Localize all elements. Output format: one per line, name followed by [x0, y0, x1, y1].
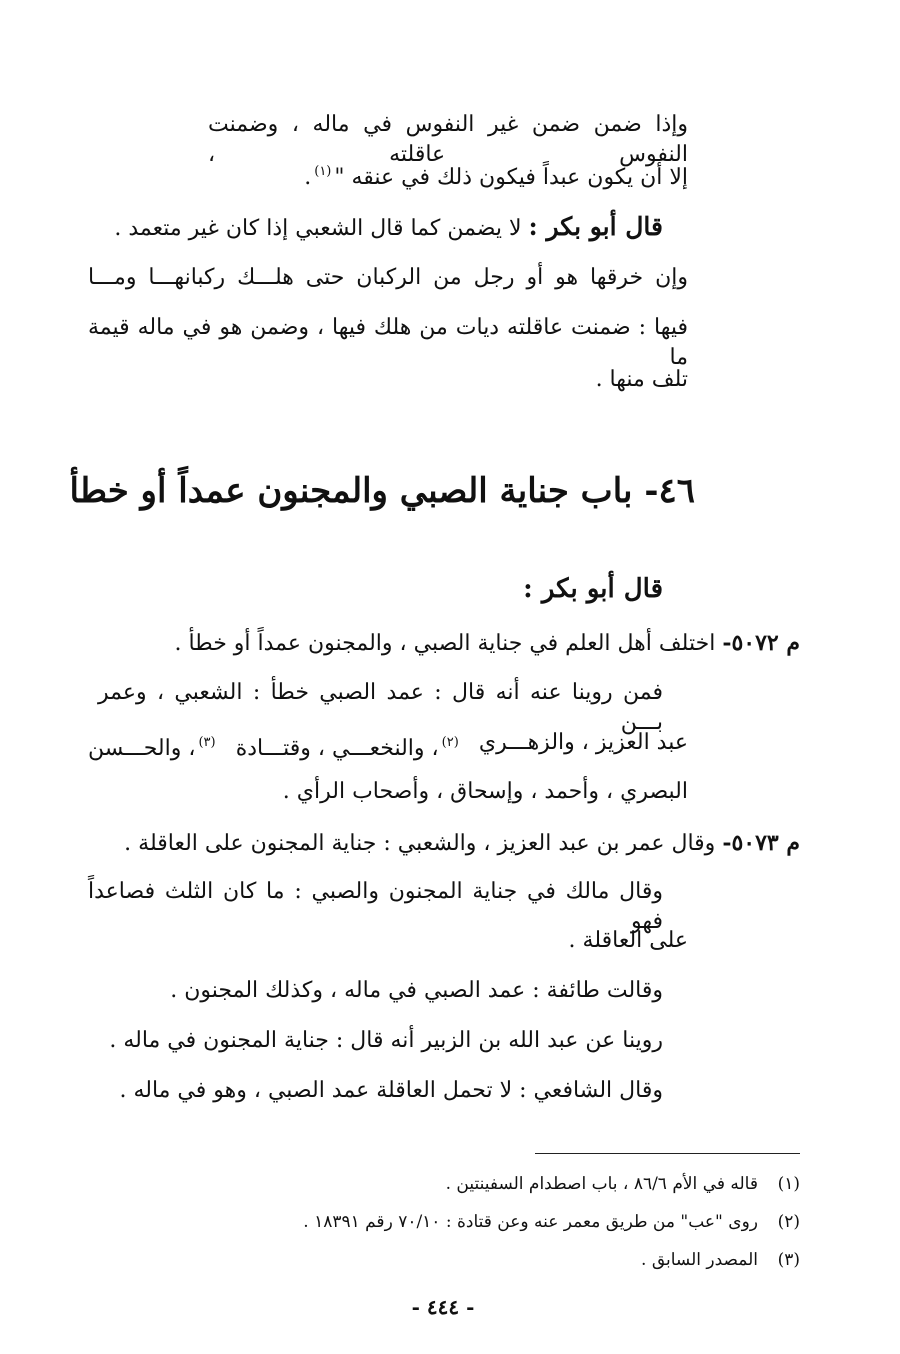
- paragraph-1-line-2-end: .: [304, 165, 312, 190]
- footnote-ref-3: (٣): [198, 735, 216, 750]
- footnote-3-text: المصدر السابق .: [641, 1250, 758, 1270]
- entry-5072-line-3: [88, 728, 688, 764]
- footnote-3-number: (٣): [777, 1250, 800, 1270]
- page-number: - ٤٤٤ -: [411, 1295, 475, 1319]
- footnote-ref-1: (١): [314, 164, 332, 179]
- entry-5073-marker: م ٥٠٧٣-: [722, 830, 800, 856]
- footnote-2-text: روى "عب" من طريق معمر عنه وعن قتادة : ٧٠/١٠ رقم ١٨٣٩١ .: [303, 1212, 758, 1232]
- paragraph-1-line-1: وإذا ضمن ضمن غير النفوس في ماله ، وضمنت النفوس عاقلته ،: [208, 112, 688, 167]
- entry-5072-line-2: فمن روينا عنه أنه قال : عمد الصبي خطأ : الشعبي ، وعمر بـــن: [98, 680, 663, 735]
- entry-5073-text: وقال عمر بن عبد العزيز ، والشعبي : جناية المجنون على العاقلة .: [124, 831, 716, 856]
- entry-5072-line-3-mid: ، والنخعـــي ، وقتـــادة: [235, 736, 439, 761]
- entry-5073-line-5: روينا عن عبد الله بن الزبير أنه قال : جناية المجنون في ماله .: [109, 1028, 663, 1053]
- chapter-title: ٤٦- باب جناية الصبي والمجنون عمداً أو خطأ: [69, 471, 695, 511]
- entry-5073-line-2: وقال مالك في جناية المجنون والصبي : ما كان الثلث فصاعداً فهو: [88, 879, 663, 934]
- footnote-2: [303, 1210, 800, 1234]
- paragraph-2-line-4: تلف منها .: [595, 367, 688, 392]
- footnote-separator: [535, 1153, 800, 1154]
- entry-5072-line-3-part-a: عبد العزيز ، والزهـــري: [478, 730, 688, 755]
- entry-5072-text: اختلف أهل العلم في جناية الصبي ، والمجنون عمداً أو خطأ .: [174, 631, 716, 656]
- paragraph-1-line-2-text: إلا أن يكون عبداً فيكون ذلك في عنقه ": [334, 165, 688, 190]
- paragraph-2-line-3: فيها : ضمنت عاقلته ديات من هلك فيها ، وضمن هو في ماله قيمة ما: [88, 315, 688, 370]
- entry-5072-line-3-part-b: [236, 728, 462, 764]
- footnote-2-number: (٢): [777, 1212, 800, 1232]
- entry-5072-line-3-end: ، والحـــسن: [88, 736, 196, 761]
- paragraph-1-line-2: [304, 157, 688, 193]
- footnote-1: [446, 1172, 800, 1196]
- entry-5072-line-3-part-c: [88, 728, 219, 764]
- entry-5072-line-4: البصري ، وأحمد ، وإسحاق ، وأصحاب الرأي .: [282, 779, 688, 804]
- section-intro-speaker: قال أبو بكر :: [523, 574, 663, 604]
- entry-5072-marker: م ٥٠٧٢-: [722, 630, 800, 656]
- entry-5073-line-4: وقالت طائفة : عمد الصبي في ماله ، وكذلك المجنون .: [170, 978, 663, 1003]
- footnote-1-number: (١): [777, 1174, 800, 1194]
- footnote-ref-2: (٢): [441, 735, 459, 750]
- paragraph-2-line-1: [114, 212, 663, 244]
- paragraph-2-line-1-text: لا يضمن كما قال الشعبي إذا كان غير متعمد .: [114, 216, 522, 241]
- entry-5072-line-1: [174, 628, 800, 659]
- entry-5073-line-1: [124, 828, 800, 859]
- entry-5073-line-6: وقال الشافعي : لا تحمل العاقلة عمد الصبي ، وهو في ماله .: [119, 1078, 663, 1103]
- footnote-3: [641, 1248, 800, 1272]
- paragraph-2-line-2: وإن خرقها هو أو رجل من الركبان حتى هلـــك ركبانهـــا ومـــا: [88, 265, 688, 290]
- entry-5073-line-3: على العاقلة .: [568, 928, 688, 953]
- speaker-label: قال أبو بكر :: [528, 212, 663, 241]
- footnote-1-text: قاله في الأم ٨٦/٦ ، باب اصطدام السفينتين .: [445, 1174, 758, 1194]
